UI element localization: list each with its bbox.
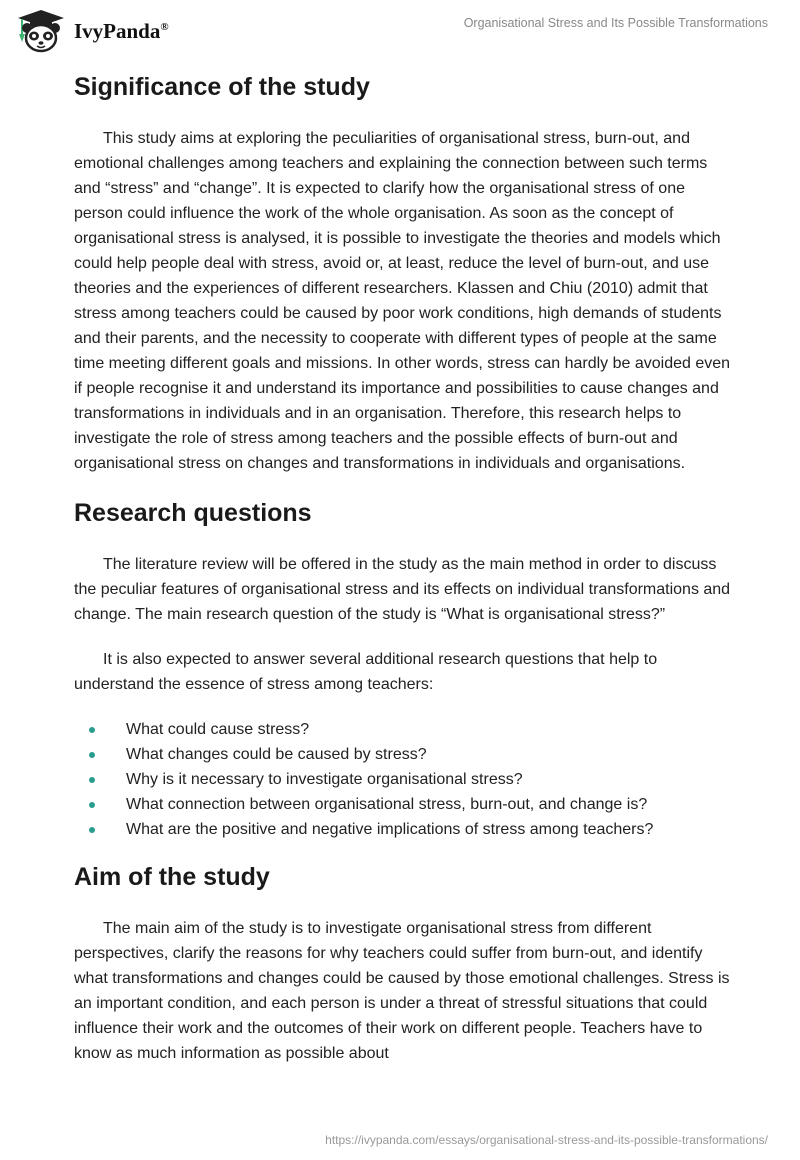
bullet-icon [89, 777, 95, 783]
paragraph-research-2: It is also expected to answer several additional research questions that help to understand the essence of stress among teachers: [74, 651, 658, 693]
heading-aim: Aim of the study [74, 863, 270, 891]
paragraph-research-1: The literature review will be offered in the study as the main method in order to discuss the peculiar features of organisational stress and its effects on individual transformations and change. The main research question of the study is “What is organisational stress?” [74, 556, 731, 623]
paragraph-aim: The main aim of the study is to investigate organisational stress from different perspectives, clarify the reasons for why teachers could suffer from burn-out, and identify what transformations and changes could be caused by those emotional challenges. Stress is an important condition, and each person is under a threat of stressful situations that could influence their work and the outcomes of their work on different people. Teachers have to know as much information as possible about [74, 920, 730, 1062]
page-header [0, 0, 800, 60]
panda-logo-icon [14, 8, 68, 54]
heading-significance: Significance of the study [74, 73, 370, 101]
bullet-icon [89, 802, 95, 808]
list-item: What connection between organisational stress, burn-out, and change is? [74, 792, 734, 817]
heading-research-questions: Research questions [74, 499, 312, 527]
list-item: What could cause stress? [74, 717, 734, 742]
paragraph-significance: This study aims at exploring the peculiarities of organisational stress, burn-out, and emotional challenges among teachers and explaining the connection between such terms and “stress” and “change”. It is expected to clarify how the organisational stress of one person could influence the work of the whole organisation. As soon as the concept of organisational stress is analysed, it is possible to investigate the theories and models which could help people deal with stress, avoid or, at least, reduce the level of burn-out, and use theories and the experiences of different researchers. Klassen and Chiu (2010) admit that stress among teachers could be caused by poor work conditions, high demands of students and their parents, and the necessity to cooperate with different types of people at the same time meeting different goals and missions. In other words, stress can hardly be avoided even if people recognise it and understand its importance and possibilities to cause changes and transformations in individuals and in an organisation. Therefore, this research helps to investigate the role of stress among teachers and the possible effects of burn-out and organisational stress on changes and transformations in individuals and organisations. [74, 130, 731, 472]
research-questions-list [74, 717, 734, 842]
bullet-icon [89, 727, 95, 733]
list-item: Why is it necessary to investigate organisational stress? [74, 767, 734, 792]
source-url[interactable]: https://ivypanda.com/essays/organisational-stress-and-its-possible-transformations/ [325, 1133, 768, 1147]
brand-logo[interactable] [14, 8, 169, 54]
brand-name: IvyPanda® [74, 18, 169, 43]
bullet-icon [89, 827, 95, 833]
bullet-icon [89, 752, 95, 758]
list-item: What are the positive and negative implications of stress among teachers? [74, 817, 734, 842]
list-item: What changes could be caused by stress? [74, 742, 734, 767]
document-title: Organisational Stress and Its Possible Transformations [463, 16, 768, 30]
article-content [74, 70, 734, 1086]
